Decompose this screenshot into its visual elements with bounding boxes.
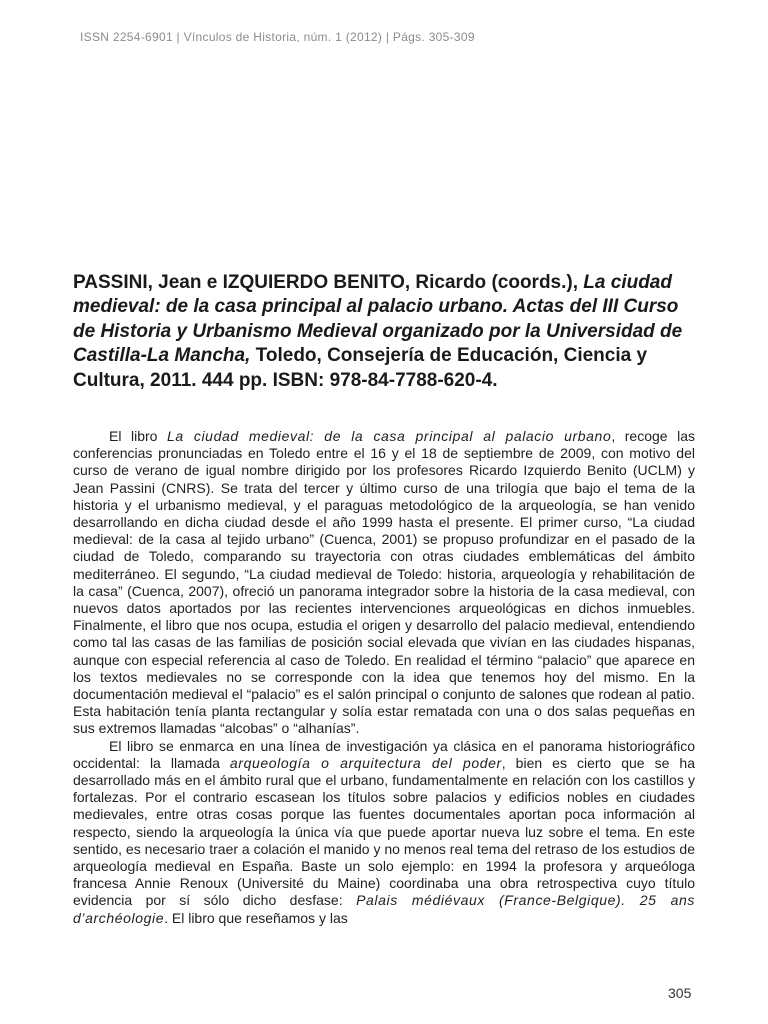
title-book: La ciudad medieval: de la casa principal al palacio urbano. Actas del III Curso de Historia y Urbanismo Medieval organizado por la Universidad de Castilla-La Mancha,: [73, 272, 683, 367]
paragraph-2: [73, 738, 695, 927]
p1-text-c: , recoge las conferencias pronunciadas en Toledo entre el 16 y el 18 de septiembre de 2009, con motivo del curso de verano de igual nombre dirigido por los profesores Ricardo Izquierdo Benito (UCLM) y Jean Passini (CNRS). Se trata del tercer y último curso de una trilogía que bajo el tema de la historia y el urbanismo medieval, y el paraguas metodológico de la arqueología, se han venido desarrollando en dicha ciudad desde el año 1999 hasta el presente. El primer curso, “La ciudad medieval: de la casa al tejido urbano” (Cuenca, 2001) se propuso profundizar en el pasado de la ciudad de Toledo, comparando su trayectoria con otras ciudades emblemáticas del ámbito mediterráneo. El segundo, “La ciudad medieval de Toledo: historia, arqueología y rehabilitación de la casa” (Cuenca, 2007), ofreció un panorama integrador sobre la historia de la casa medieval, con nuevos datos aportados por las recientes intervenciones arqueológicas en dichos inmuebles. Finalmente, el libro que nos ocupa, estudia el origen y desarrollo del palacio medieval, entendiendo como tal las casas de las familias de posición social elevada que vivían en las ciudades hispanas, aunque con especial referencia al caso de Toledo. En realidad el término “palacio” que aparece en los textos medievales no se corresponde con la idea que tenemos hoy del mismo. En la documentación medieval el “palacio” es el salón principal o conjunto de salones que rodean al patio. Esta habitación tenía planta rectangular y solía estar rematada con una o dos salas pequeñas en sus extremos llamadas “alcobas” o “alhanías”.: [73, 428, 695, 737]
p1-italic-title: La ciudad medieval: de la casa principal al palacio urbano: [166, 428, 612, 444]
p1-text-a: El libro: [109, 428, 167, 444]
review-body: [73, 428, 695, 927]
review-title: [73, 271, 693, 393]
title-authors: PASSINI, Jean e IZQUIERDO BENITO, Ricardo (coords.),: [73, 272, 584, 293]
p2-text-e: . El libro que reseñamos y las: [164, 909, 348, 926]
p2-text-c: , bien es cierto que se ha desarrollado más en el ámbito rural que el urbano, fundamentalmente en relación con los castillos y fortalezas. Por el contrario escasean los títulos sobre palacios y edificios nobles en ciudades medievales, entre otras cosas porque las fuentes documentales aportan poca información al respecto, siendo la arqueología la única vía que puede aportar nueva luz sobre el tema. En este sentido, es necesario traer a colación el manido y no menos real tema del retraso de los estudios de arqueología medieval en España. Baste un solo ejemplo: en 1994 la profesora y arqueóloga francesa Annie Renoux (Université du Maine) coordinaba una obra retrospectiva cuyo título evidencia por sí sólo dicho desfase:: [73, 754, 695, 909]
page-number: 305: [668, 985, 692, 1001]
p2-italic-term: arqueología o arquitectura del poder: [229, 754, 502, 771]
p2-italic-title: Palais médiévaux (France-Belgique). 25 ans d’archéologie: [73, 892, 695, 926]
paragraph-1: [73, 428, 695, 738]
title-publication: Toledo, Consejería de Educación, Ciencia y Cultura, 2011. 444 pp. ISBN: 978-84-7788-620-4.: [73, 345, 648, 391]
running-head: ISSN 2254-6901 | Vínculos de Historia, núm. 1 (2012) | Págs. 305-309: [80, 30, 475, 44]
p2-text-a: El libro se enmarca en una línea de investigación ya clásica en el panorama historiográfico occidental: la llamada: [73, 737, 695, 771]
